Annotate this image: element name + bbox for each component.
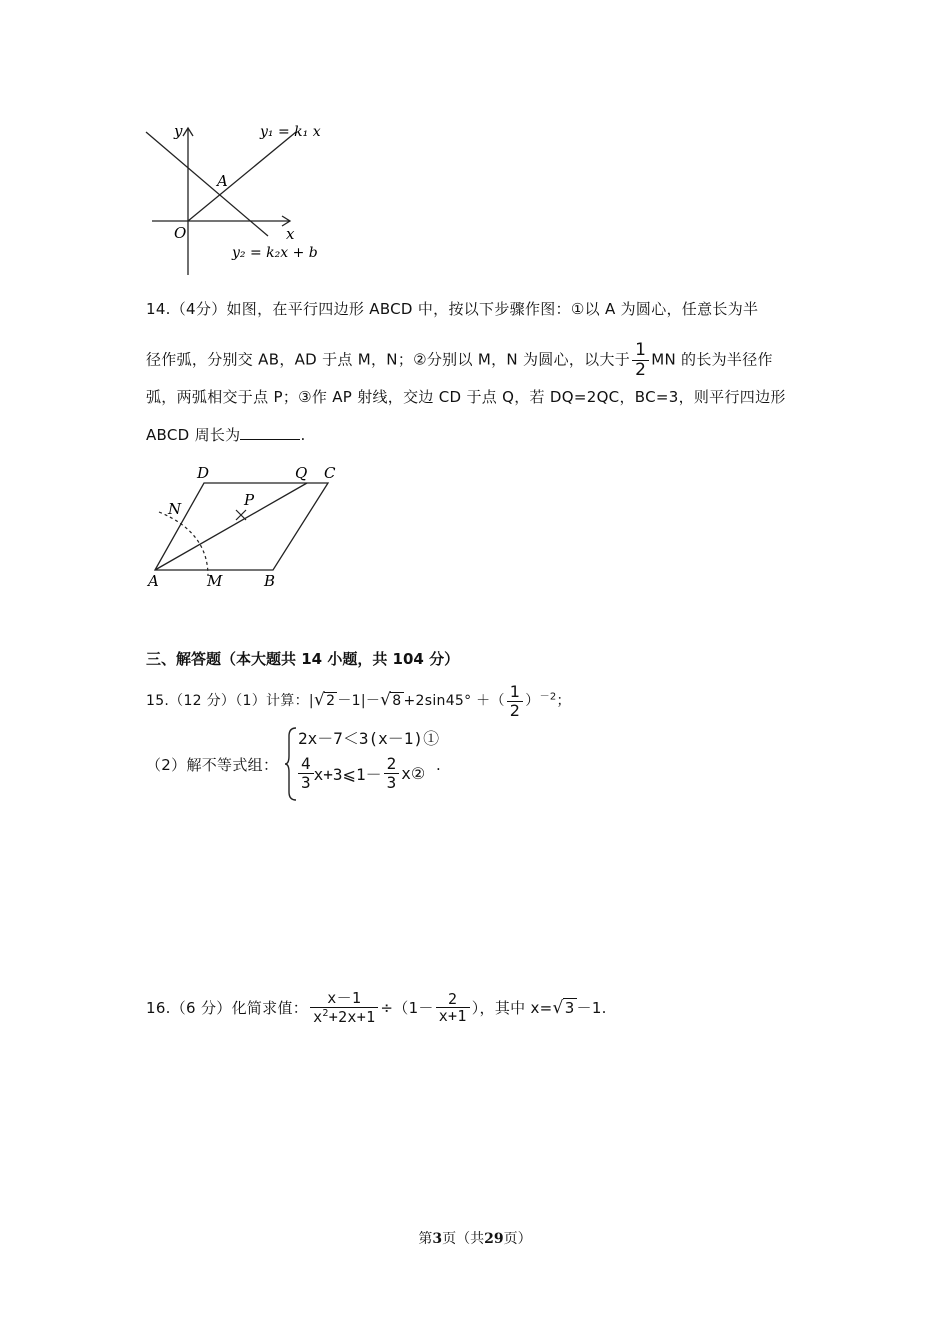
figure-linear-functions	[140, 118, 340, 278]
q15-mid-1: －1|－	[337, 693, 381, 710]
label-x: x	[286, 225, 295, 243]
q15-close: ）	[525, 693, 540, 710]
footer-text-a: 第	[418, 1231, 433, 1247]
q16-frac2-num: 2	[448, 989, 458, 1008]
q15-ineq2-mid: x+3⩽1－	[313, 764, 382, 784]
q15-ineq2-frac-1	[298, 755, 314, 791]
q15-part-2-label: （2）解不等式组：	[146, 756, 279, 774]
label-origin: O	[174, 224, 187, 242]
q15-ineq2-end: x②	[401, 763, 426, 783]
q14-frac-num: 1	[635, 340, 647, 360]
footer-total-pages: 29	[484, 1231, 504, 1247]
label-line1: y₁ = k₁ x	[260, 124, 321, 140]
footer-page-number: 3	[432, 1231, 443, 1247]
label-d: D	[197, 464, 210, 482]
q14-line-2	[146, 341, 773, 379]
q14-line-4-start: ABCD 周长为	[146, 426, 241, 444]
label-q: Q	[295, 464, 308, 482]
q15-ineq2-frac1-den: 3	[298, 773, 314, 792]
footer-text-b: 页（共	[442, 1231, 485, 1247]
q14-line-2-start: 径作弧，分别交 AB，AD 于点 M，N；②分别以 M，N 为圆心，以大于	[146, 350, 631, 369]
q15-ineq2-frac-2	[384, 755, 400, 791]
q14-line-4-end: .	[300, 426, 306, 444]
system-brace	[284, 726, 298, 802]
label-b: B	[264, 572, 276, 590]
line-y1	[188, 132, 296, 221]
q14-answer-blank[interactable]	[240, 425, 300, 440]
q16-line: 16.（6 分）化简求值： $\frac{x-1}{x^2+2x+1}$ ÷（1－ $\frac{2}{x+1}$ ），其中 x= √ 3 －1.	[146, 989, 607, 1026]
point-p-cross	[236, 510, 246, 520]
q15-end: ；	[556, 693, 571, 710]
label-m: M	[207, 572, 223, 590]
q15-fraction-half	[507, 683, 523, 719]
page-footer	[0, 1228, 950, 1248]
q14-line-4	[146, 424, 306, 445]
q16-frac1-den-rest: +2x+1	[328, 1007, 376, 1026]
q15-part-1: 15.（12 分）（1）计算：|√2 －1|－√8 +2sin45° ＋（ $\frac{1}{2}$ ）$^{-2}$；	[146, 682, 571, 720]
ray-aq	[155, 483, 307, 570]
q16-frac1-den-exp: 2	[322, 1007, 329, 1019]
q15-exponent: －2	[539, 691, 557, 703]
q14-frac-den: 2	[632, 360, 649, 380]
q16-frac1-num: x－1	[327, 989, 362, 1007]
q14-line-1: 14.（4分）如图，在平行四边形 ABCD 中，按以下步骤作图：①以 A 为圆心，任意长为半	[146, 300, 759, 318]
q15-frac-den: 2	[507, 701, 523, 720]
label-line2: y₂ = k₂x + b	[232, 245, 318, 261]
q16-fraction-1	[310, 990, 378, 1025]
label-a: A	[148, 572, 159, 590]
q15-sqrt-8: 8	[392, 693, 402, 710]
label-c: C	[324, 464, 336, 482]
label-y: y	[174, 122, 183, 140]
q15-inequality-1: 2x－7＜3(x－1)①	[298, 729, 440, 748]
q14-line-2-end: MN 的长为半径作	[651, 350, 773, 369]
figure-parallelogram	[140, 460, 350, 595]
q15-sqrt-2: 2	[326, 693, 336, 710]
q15-mid-2: +2sin45° ＋（	[403, 693, 505, 710]
q15-frac-num: 1	[509, 682, 521, 701]
parallelogram-abcd	[155, 483, 328, 570]
label-point-a: A	[217, 172, 228, 190]
q16-mid: ），其中 x=	[471, 999, 553, 1017]
q15-inequality-2	[298, 755, 425, 791]
q16-fraction-2	[436, 991, 470, 1025]
q15-ineq2-frac1-num: 4	[301, 754, 311, 773]
section-3-heading: 三、解答题（本大题共 14 小题，共 104 分）	[146, 650, 460, 668]
q15-ineq2-frac2-den: 3	[384, 773, 400, 792]
label-n: N	[168, 500, 182, 518]
q16-frac2-den: x+1	[436, 1007, 470, 1025]
footer-text-c: 页）	[503, 1231, 532, 1247]
q16-frac1-den-x: x	[313, 1007, 323, 1026]
q16-prefix: 16.（6 分）化简求值：	[146, 999, 309, 1017]
q16-frac1-den	[310, 1007, 378, 1026]
q15-end-period: .	[436, 756, 442, 774]
q14-fraction-half	[632, 341, 649, 379]
label-p: P	[244, 491, 255, 509]
q16-end: －1.	[576, 999, 607, 1017]
q16-div: ÷（1－	[380, 999, 434, 1017]
q16-sqrt-3: 3	[564, 999, 575, 1017]
q15-ineq2-frac2-num: 2	[386, 754, 397, 773]
q14-line-3: 弧，两弧相交于点 P；③作 AP 射线，交边 CD 于点 Q，若 DQ=2QC，BC=3，则平行四边形	[146, 388, 786, 406]
q15-prefix: 15.（12 分）（1）计算：|	[146, 693, 314, 710]
